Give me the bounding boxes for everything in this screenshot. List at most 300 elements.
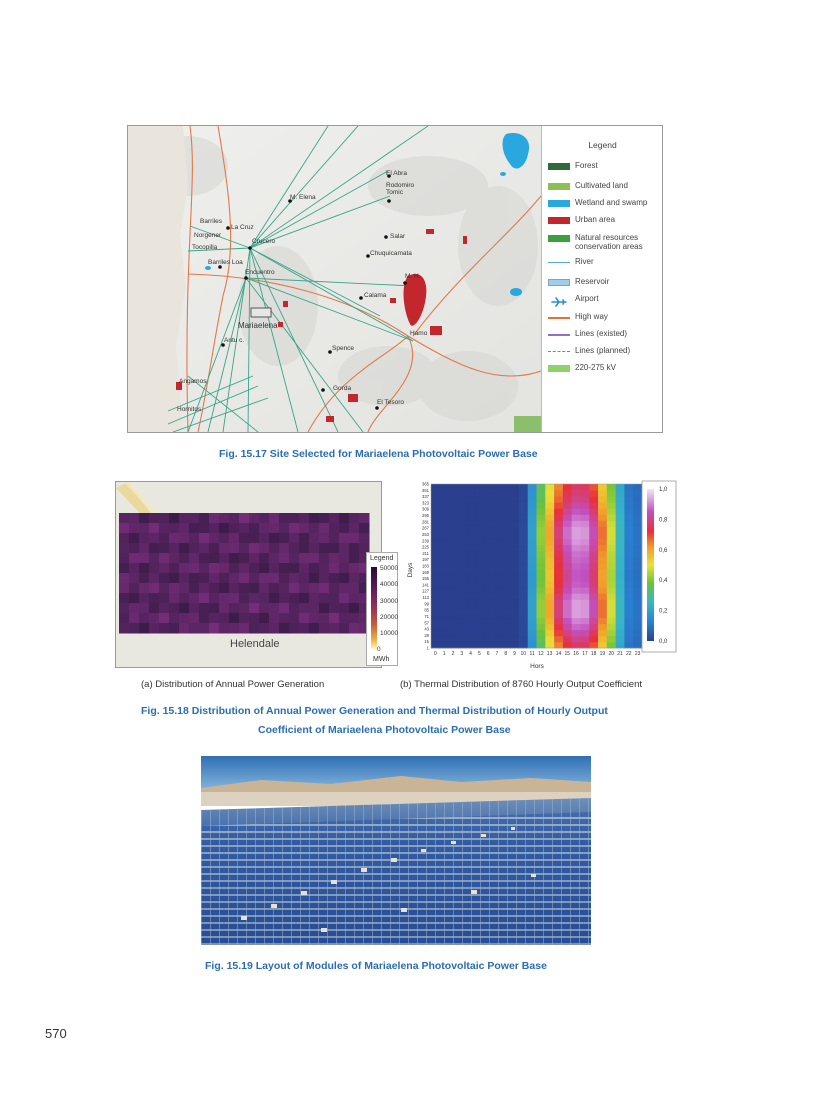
- annual-grid-cell: [299, 623, 310, 634]
- heatmap-cell: [580, 636, 589, 642]
- heatmap-cell: [440, 496, 449, 502]
- river-line: [548, 262, 570, 263]
- annual-grid-cell: [249, 553, 260, 564]
- annual-grid-cell: [219, 533, 230, 544]
- heatmap-cell: [431, 514, 440, 520]
- annual-grid-cell: [229, 623, 240, 634]
- annual-grid-cell: [279, 533, 290, 544]
- annual-grid-cell: [229, 543, 240, 554]
- heatmap-cell: [449, 563, 458, 569]
- annual-grid-cell: [129, 533, 140, 544]
- heatmap-cell: [563, 624, 572, 630]
- heatmap-cell: [431, 484, 440, 490]
- annual-grid-cell: [139, 533, 150, 544]
- x-tick-label: 15: [564, 651, 571, 657]
- heatmap-cell: [484, 484, 493, 490]
- heatmap-cell: [484, 545, 493, 551]
- heatmap-cell: [589, 557, 598, 563]
- heatmap-cell: [537, 593, 546, 599]
- heatmap-cell: [537, 563, 546, 569]
- heatmap-cell: [616, 563, 625, 569]
- heatmap-cell: [510, 502, 519, 508]
- y-tick-label: 309: [422, 506, 429, 512]
- heatmap-cell: [440, 636, 449, 642]
- annual-grid-cell: [169, 623, 180, 634]
- heatmap-cell: [545, 618, 554, 624]
- legend-item-cultivated-land: [548, 181, 663, 193]
- heatmap-cell: [580, 496, 589, 502]
- annual-grid-cell: [219, 523, 230, 534]
- heatmap-cell: [440, 527, 449, 533]
- annual-legend-tick: 10000: [380, 630, 399, 637]
- heatmap-cell: [589, 514, 598, 520]
- annual-grid-cell: [219, 593, 230, 604]
- heatmap-cell: [633, 605, 642, 611]
- heatmap-cell: [431, 545, 440, 551]
- heatmap-cell: [537, 630, 546, 636]
- heatmap-cell: [510, 514, 519, 520]
- heatmap-cell: [510, 569, 519, 575]
- annual-grid-cell: [219, 613, 230, 624]
- annual-grid-cell: [159, 573, 170, 584]
- annual-grid-cell: [319, 513, 330, 524]
- heatmap-cell: [607, 605, 616, 611]
- annual-grid-cell: [249, 603, 260, 614]
- annual-grid-cell: [239, 603, 250, 614]
- annual-grid-cell: [129, 623, 140, 634]
- annual-grid-cell: [329, 553, 340, 564]
- heatmap-cell: [545, 593, 554, 599]
- fig-15-18-sub-caption-b: (b) Thermal Distribution of 8760 Hourly Output Coefficient: [400, 679, 643, 690]
- heatmap-cell: [554, 496, 563, 502]
- x-tick-label: 9: [513, 651, 516, 657]
- heatmap-cell: [554, 587, 563, 593]
- annual-generation-map: [115, 481, 382, 668]
- heatmap-cell: [598, 496, 607, 502]
- heatmap-cell: [545, 502, 554, 508]
- heatmap-cell: [510, 557, 519, 563]
- heatmap-cell: [572, 484, 581, 490]
- heatmap-cell: [572, 502, 581, 508]
- heatmap-cell: [537, 587, 546, 593]
- heatmap-cell: [624, 490, 633, 496]
- annual-grid-cell: [129, 523, 140, 534]
- heatmap-cell: [475, 624, 484, 630]
- annual-grid-cell: [229, 523, 240, 534]
- page-number: 570: [45, 1026, 67, 1041]
- annual-grid-cell: [209, 533, 220, 544]
- x-tick-label: 10: [520, 651, 527, 657]
- heatmap-cell: [554, 624, 563, 630]
- heatmap-cell: [475, 618, 484, 624]
- y-tick-label: 337: [422, 494, 429, 500]
- heatmap-cell: [607, 630, 616, 636]
- heatmap-cell: [554, 502, 563, 508]
- annual-grid-cell: [249, 513, 260, 524]
- annual-grid-cell: [269, 573, 280, 584]
- annual-grid-cell: [349, 613, 360, 624]
- heatmap-cell: [616, 605, 625, 611]
- heatmap-cell: [554, 605, 563, 611]
- annual-grid-cell: [179, 533, 190, 544]
- heatmap-cell: [493, 642, 502, 648]
- annual-grid-cell: [139, 583, 150, 594]
- heatmap-cell: [510, 508, 519, 514]
- heatmap-cell: [501, 636, 510, 642]
- annual-grid-cell: [259, 623, 270, 634]
- heatmap-cell: [589, 618, 598, 624]
- town-label-m-elena: M. Elena: [290, 194, 316, 201]
- annual-grid-cell: [199, 513, 210, 524]
- heatmap-cell: [563, 612, 572, 618]
- annual-grid-cell: [309, 613, 320, 624]
- colorbar-tick-label: 0,4: [659, 578, 668, 585]
- annual-grid-cell: [229, 533, 240, 544]
- heatmap-cell: [572, 642, 581, 648]
- heatmap-cell: [598, 514, 607, 520]
- heatmap-cell: [598, 581, 607, 587]
- heatmap-cell: [449, 539, 458, 545]
- heatmap-cell: [537, 520, 546, 526]
- heatmap-cell: [598, 630, 607, 636]
- heatmap-cell: [519, 563, 528, 569]
- heatmap-cell: [545, 527, 554, 533]
- heatmap-cell: [501, 539, 510, 545]
- heatmap-cell: [580, 557, 589, 563]
- y-tick-label: 225: [422, 544, 429, 550]
- annual-grid-cell: [229, 603, 240, 614]
- heatmap-cell: [616, 520, 625, 526]
- heatmap-cell: [493, 563, 502, 569]
- heatmap-cell: [493, 496, 502, 502]
- heatmap-cell: [616, 545, 625, 551]
- heatmap-cell: [537, 527, 546, 533]
- heatmap-cell: [457, 563, 466, 569]
- heatmap-cell: [572, 569, 581, 575]
- heatmap-cell: [537, 624, 546, 630]
- annual-grid-cell: [199, 553, 210, 564]
- heatmap-cell: [598, 502, 607, 508]
- legend-label: High way: [575, 312, 608, 321]
- heatmap-cell: [431, 618, 440, 624]
- heatmap-cell: [554, 581, 563, 587]
- heatmap-cell: [589, 520, 598, 526]
- heatmap-cell: [598, 605, 607, 611]
- heatmap-cell: [449, 642, 458, 648]
- heatmap-cell: [554, 545, 563, 551]
- annual-grid-cell: [349, 523, 360, 534]
- y-tick-label: 239: [422, 538, 429, 544]
- heatmap-cell: [554, 539, 563, 545]
- annual-grid-cell: [179, 543, 190, 554]
- heatmap-cell: [510, 642, 519, 648]
- y-tick-label: 43: [424, 626, 429, 632]
- annual-grid-cell: [359, 533, 370, 544]
- heatmap-cell: [466, 569, 475, 575]
- heatmap-cell: [519, 484, 528, 490]
- heatmap-cell: [457, 557, 466, 563]
- annual-grid-cell: [139, 573, 150, 584]
- heatmap-cell: [580, 630, 589, 636]
- heatmap-cell: [537, 581, 546, 587]
- annual-grid-cell: [229, 613, 240, 624]
- heatmap-cell: [519, 630, 528, 636]
- heatmap-cell: [624, 496, 633, 502]
- heatmap-cell: [519, 514, 528, 520]
- heatmap-cell: [589, 484, 598, 490]
- annual-legend-tick: 20000: [380, 614, 399, 621]
- heatmap-cell: [466, 642, 475, 648]
- heatmap-cell: [633, 642, 642, 648]
- heatmap-cell: [563, 551, 572, 557]
- annual-grid-cell: [239, 553, 250, 564]
- heatmap-cell: [440, 539, 449, 545]
- heatmap-cell: [528, 636, 537, 642]
- heatmap-cell: [624, 612, 633, 618]
- heatmap-cell: [457, 569, 466, 575]
- heatmap-cell: [528, 520, 537, 526]
- heatmap-cell: [537, 545, 546, 551]
- heatmap-cell: [440, 508, 449, 514]
- heatmap-cell: [493, 569, 502, 575]
- heatmap-cell: [589, 569, 598, 575]
- heatmap-cell: [510, 496, 519, 502]
- heatmap-cell: [528, 539, 537, 545]
- annual-grid-cell: [349, 533, 360, 544]
- heatmap-cell: [449, 496, 458, 502]
- heatmap-cell: [528, 490, 537, 496]
- heatmap-cell: [528, 593, 537, 599]
- annual-grid-cell: [339, 543, 350, 554]
- annual-grid-cell: [119, 573, 130, 584]
- heatmap-cell: [475, 496, 484, 502]
- heatmap-cell: [563, 630, 572, 636]
- annual-grid-cell: [339, 573, 350, 584]
- annual-grid-cell: [119, 613, 130, 624]
- heatmap-cell: [633, 599, 642, 605]
- heatmap-cell: [519, 618, 528, 624]
- heatmap-cell: [528, 612, 537, 618]
- annual-grid-cell: [239, 593, 250, 604]
- y-tick-label: 99: [424, 601, 429, 607]
- heatmap-cell: [519, 593, 528, 599]
- annual-grid-cell: [189, 603, 200, 614]
- heatmap-cell: [563, 484, 572, 490]
- heatmap-cell: [537, 514, 546, 520]
- heatmap-cell: [484, 557, 493, 563]
- heatmap-cell: [545, 612, 554, 618]
- heatmap-cell: [589, 612, 598, 618]
- annual-grid-cell: [159, 603, 170, 614]
- heatmap-cell: [466, 545, 475, 551]
- heatmap-cell: [616, 484, 625, 490]
- annual-grid-cell: [249, 583, 260, 594]
- heatmap-cell: [457, 520, 466, 526]
- annual-grid-cell: [249, 523, 260, 534]
- heatmap-cell: [607, 533, 616, 539]
- heatmap-cell: [633, 533, 642, 539]
- heatmap-cell: [633, 575, 642, 581]
- heatmap-cell: [431, 587, 440, 593]
- annual-grid-cell: [199, 533, 210, 544]
- annual-grid-cell: [339, 563, 350, 574]
- annual-grid-cell: [269, 623, 280, 634]
- heatmap-cell: [624, 581, 633, 587]
- annual-grid-cell: [159, 543, 170, 554]
- heatmap-cell: [554, 533, 563, 539]
- heatmap-cell: [484, 496, 493, 502]
- annual-grid-cell: [269, 533, 280, 544]
- heatmap-cell: [607, 545, 616, 551]
- fig-15-19-caption: Fig. 15.19 Layout of Modules of Mariaelena Photovoltaic Power Base: [205, 960, 547, 972]
- heatmap-cell: [633, 563, 642, 569]
- heatmap-cell: [589, 563, 598, 569]
- heatmap-cell: [537, 539, 546, 545]
- heatmap-cell: [607, 527, 616, 533]
- annual-grid-cell: [349, 563, 360, 574]
- heatmap-cell: [501, 624, 510, 630]
- annual-grid-cell: [199, 593, 210, 604]
- heatmap-cell: [466, 490, 475, 496]
- heatmap-cell: [580, 569, 589, 575]
- heatmap-cell: [431, 624, 440, 630]
- heatmap-cell: [440, 624, 449, 630]
- y-tick-label: 85: [424, 607, 429, 613]
- heatmap-cell: [466, 496, 475, 502]
- heatmap-cell: [563, 636, 572, 642]
- heatmap-cell: [537, 508, 546, 514]
- heatmap-cell: [580, 587, 589, 593]
- annual-grid-cell: [319, 533, 330, 544]
- heatmap-cell: [589, 599, 598, 605]
- heatmap-cell: [440, 599, 449, 605]
- heatmap-cell: [572, 593, 581, 599]
- annual-grid-cell: [289, 583, 300, 594]
- heatmap-cell: [616, 593, 625, 599]
- heatmap-cell: [457, 551, 466, 557]
- cultivated-land-swatch: [548, 183, 570, 190]
- legend-label: River: [575, 257, 594, 266]
- annual-grid-cell: [339, 613, 350, 624]
- fig-15-18-sub-caption-a: (a) Distribution of Annual Power Generation: [141, 679, 325, 690]
- heatmap-cell: [528, 557, 537, 563]
- annual-grid-cell: [189, 573, 200, 584]
- heatmap-cell: [510, 533, 519, 539]
- heatmap-cell: [633, 527, 642, 533]
- heatmap-cell: [475, 545, 484, 551]
- x-tick-label: 18: [590, 651, 597, 657]
- heatmap-cell: [589, 593, 598, 599]
- heatmap-cell: [519, 587, 528, 593]
- heatmap-cell: [475, 593, 484, 599]
- heatmap-cell: [633, 520, 642, 526]
- heatmap-cell: [589, 551, 598, 557]
- heatmap-cell: [616, 636, 625, 642]
- annual-grid-cell: [279, 613, 290, 624]
- legend-item-lines-planned: [548, 346, 663, 358]
- annual-legend-colorbar: [371, 567, 377, 649]
- annual-grid-cell: [309, 553, 320, 564]
- annual-grid-cell: [199, 543, 210, 554]
- heatmap-cell: [466, 630, 475, 636]
- heatmap-cell: [475, 520, 484, 526]
- legend-item-lines-existed: [548, 329, 663, 341]
- annual-grid-cell: [119, 623, 130, 634]
- heatmap-cell: [616, 624, 625, 630]
- annual-grid-cell: [339, 583, 350, 594]
- heatmap-cell: [466, 502, 475, 508]
- heatmap-cell: [598, 557, 607, 563]
- heatmap-cell: [607, 563, 616, 569]
- heatmap-y-label: Days: [407, 562, 414, 578]
- town-label-encuentro: Encuentro: [245, 269, 275, 276]
- annual-grid-cell: [229, 553, 240, 564]
- heatmap-cell: [519, 624, 528, 630]
- town-label-crucero: Crucero: [252, 238, 276, 245]
- annual-grid-cell: [209, 573, 220, 584]
- heatmap-cell: [501, 569, 510, 575]
- annual-grid-cell: [139, 523, 150, 534]
- annual-grid-cell: [209, 543, 220, 554]
- heatmap-cell: [580, 484, 589, 490]
- annual-grid-cell: [289, 603, 300, 614]
- annual-grid-cell: [149, 573, 160, 584]
- heatmap-cell: [572, 612, 581, 618]
- heatmap-cell: [457, 490, 466, 496]
- annual-grid-cell: [289, 613, 300, 624]
- heatmap-cell: [607, 514, 616, 520]
- heatmap-cell: [572, 533, 581, 539]
- annual-grid-cell: [169, 563, 180, 574]
- heatmap-cell: [431, 581, 440, 587]
- annual-grid-cell: [149, 583, 160, 594]
- solar-field-photo: [201, 756, 591, 945]
- y-tick-label: 211: [422, 550, 429, 556]
- heatmap-cell: [475, 533, 484, 539]
- heatmap-cell: [633, 545, 642, 551]
- heatmap-cell: [563, 545, 572, 551]
- heatmap-cell: [510, 490, 519, 496]
- heatmap-cell: [466, 605, 475, 611]
- annual-grid-cell: [319, 593, 330, 604]
- heatmap-cell: [466, 624, 475, 630]
- heatmap-cell: [484, 618, 493, 624]
- heatmap-cell: [519, 508, 528, 514]
- annual-grid-cell: [169, 593, 180, 604]
- heatmap-cell: [457, 642, 466, 648]
- heatmap-cell: [624, 575, 633, 581]
- heatmap-cell: [616, 490, 625, 496]
- annual-grid-cell: [169, 583, 180, 594]
- annual-grid-cell: [299, 533, 310, 544]
- x-tick-label: 16: [573, 651, 579, 657]
- annual-grid-cell: [269, 523, 280, 534]
- heatmap-cell: [563, 527, 572, 533]
- heatmap-cell: [457, 539, 466, 545]
- heatmap-cell: [580, 533, 589, 539]
- heatmap-cell: [449, 514, 458, 520]
- heatmap-cell: [449, 636, 458, 642]
- heatmap-cell: [440, 618, 449, 624]
- annual-grid-cell: [339, 593, 350, 604]
- heatmap-cell: [563, 575, 572, 581]
- annual-grid-cell: [309, 513, 320, 524]
- heatmap-cell: [554, 557, 563, 563]
- heatmap-cell: [563, 496, 572, 502]
- heatmap-cell: [589, 533, 598, 539]
- heatmap-cell: [554, 514, 563, 520]
- annual-grid-cell: [239, 623, 250, 634]
